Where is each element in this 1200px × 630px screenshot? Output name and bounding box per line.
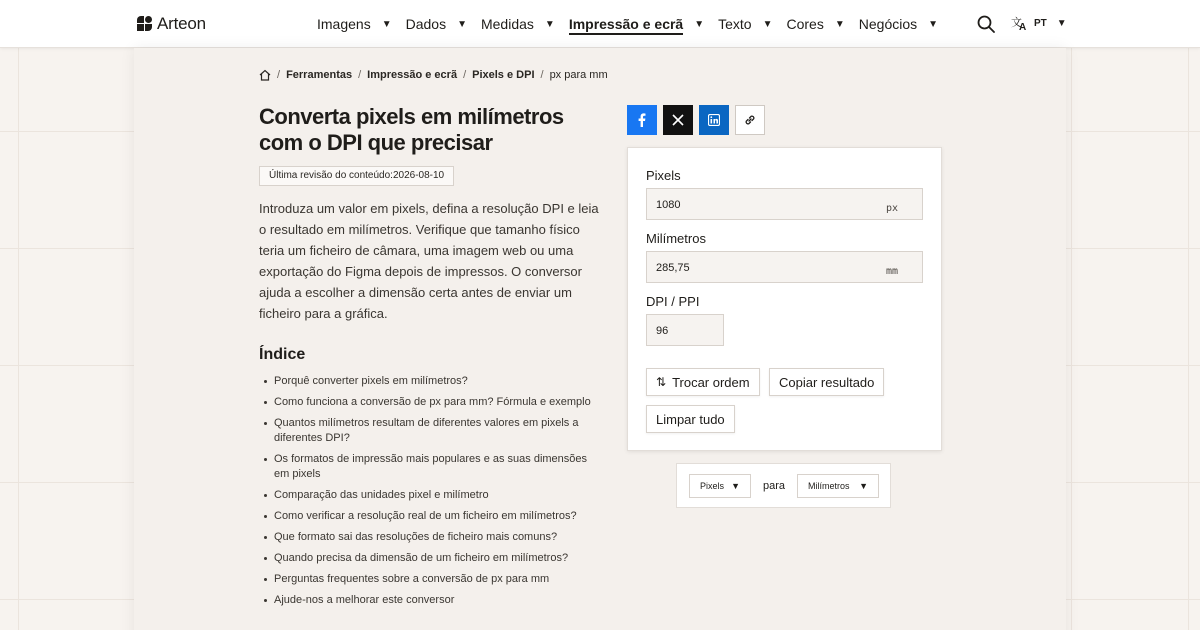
- facebook-icon: [638, 113, 646, 127]
- nav-label: Texto: [718, 16, 752, 32]
- nav-item-negocios[interactable]: [859, 16, 938, 32]
- nav-label-active: Impressão e ecrã: [569, 16, 683, 35]
- caret-down-icon: ▼: [381, 18, 392, 30]
- caret-down-icon: ▼: [694, 18, 705, 30]
- breadcrumb-separator: /: [358, 69, 362, 81]
- toc-item[interactable]: Que formato sai das resoluções de ficheiro mais comuns?: [274, 530, 604, 545]
- dpi-input[interactable]: [646, 314, 724, 346]
- share-facebook-button[interactable]: [627, 105, 657, 135]
- toc-heading: Índice: [259, 346, 306, 363]
- toc-item[interactable]: Os formatos de impressão mais populares e as suas dimensões em pixels: [274, 452, 604, 482]
- nav-item-impressao-e-ecra[interactable]: [569, 13, 704, 35]
- millimeters-unit: mm: [885, 266, 898, 277]
- caret-down-icon: ▼: [859, 481, 868, 491]
- share-linkedin-button[interactable]: [699, 105, 729, 135]
- home-icon[interactable]: [259, 69, 271, 81]
- translate-icon: [1011, 15, 1029, 31]
- toc-item[interactable]: Porquê converter pixels em milímetros?: [274, 374, 604, 389]
- to-unit-value: Milímetros: [808, 481, 850, 491]
- toc-item[interactable]: Quantos milímetros resultam de diferentes valores em pixels a diferentes DPI?: [274, 416, 604, 446]
- toc-item[interactable]: Quando precisa da dimensão de um ficheiro em milímetros?: [274, 551, 604, 566]
- main-nav: [317, 0, 952, 48]
- caret-down-icon: ▼: [1056, 17, 1067, 29]
- nav-label: Dados: [405, 16, 447, 32]
- intro-paragraph: Introduza um valor em pixels, defina a resolução DPI e leia o resultado em milímetros. Verifique que tamanho físico teria um ficheiro de câmara, uma imagem web ou uma exportação do Figma depois de impressos. O conversor ajuda a escolher a dimensão certa antes de enviar um ficheiro para a gráfica.: [259, 201, 599, 321]
- swap-icon: ⇅: [656, 375, 667, 389]
- share-x-button[interactable]: [663, 105, 693, 135]
- swap-order-button[interactable]: [646, 368, 760, 396]
- brand-name: Arteon: [157, 14, 206, 33]
- to-unit-select[interactable]: [797, 474, 879, 498]
- caret-down-icon: ▼: [457, 18, 467, 30]
- search-icon[interactable]: [977, 15, 995, 33]
- swap-order-label: Trocar ordem: [672, 374, 750, 390]
- breadcrumb-ferramentas[interactable]: Ferramentas: [286, 69, 353, 81]
- logo-icon: [137, 16, 153, 32]
- toc-item[interactable]: Perguntas frequentes sobre a conversão de px para mm: [274, 572, 604, 587]
- pixels-value: 1080: [656, 199, 681, 211]
- nav-item-cores[interactable]: [787, 16, 845, 32]
- breadcrumb-separator: /: [277, 69, 281, 81]
- unit-connector: para: [763, 480, 786, 492]
- language-code: PT: [1034, 17, 1047, 29]
- breadcrumb-pixels-e-dpi[interactable]: Pixels e DPI: [472, 69, 535, 81]
- unit-selector-bar: [676, 463, 891, 508]
- caret-down-icon: ▼: [834, 18, 845, 30]
- toc-item[interactable]: Como verificar a resolução real de um ficheiro em milímetros?: [274, 509, 604, 524]
- table-of-contents: [274, 374, 604, 614]
- toc-item[interactable]: Como funciona a conversão de px para mm? Fórmula e exemplo: [274, 395, 604, 410]
- caret-down-icon: ▼: [762, 18, 773, 30]
- breadcrumb: [259, 69, 608, 81]
- nav-item-medidas[interactable]: [481, 16, 555, 32]
- millimeters-input[interactable]: [646, 251, 923, 283]
- copy-link-button[interactable]: [735, 105, 765, 135]
- nav-label: Imagens: [317, 16, 371, 32]
- caret-down-icon: ▼: [928, 18, 939, 30]
- copy-result-button[interactable]: [769, 368, 884, 396]
- clear-all-label: Limpar tudo: [656, 411, 725, 427]
- page-title: Converta pixels em milímetros com o DPI que precisar: [259, 104, 564, 155]
- clear-all-button[interactable]: [646, 405, 735, 433]
- from-unit-select[interactable]: [689, 474, 751, 498]
- x-logo-icon: [672, 114, 684, 126]
- toc-item[interactable]: Ajude-nos a melhorar este conversor: [274, 593, 604, 608]
- copy-result-label: Copiar resultado: [779, 374, 875, 390]
- svg-text:文: 文: [1011, 16, 1022, 29]
- breadcrumb-separator: /: [540, 69, 544, 81]
- breadcrumb-impressao-e-ecra[interactable]: Impressão e ecrã: [367, 69, 458, 81]
- nav-item-imagens[interactable]: [317, 16, 392, 32]
- pixels-input[interactable]: [646, 188, 923, 220]
- share-buttons: [627, 105, 765, 135]
- top-navigation-bar: [0, 0, 1200, 48]
- linkedin-icon: [708, 114, 720, 126]
- millimeters-value: 285,75: [656, 262, 690, 274]
- dpi-value: 96: [656, 325, 669, 337]
- pixels-unit: px: [885, 203, 898, 214]
- caret-down-icon: ▼: [731, 481, 740, 491]
- revision-badge: Última revisão do conteúdo:2026-08-10: [259, 166, 454, 186]
- dpi-label: DPI / PPI: [646, 294, 700, 309]
- toc-item[interactable]: Comparação das unidades pixel e milímetro: [274, 488, 604, 503]
- brand-logo[interactable]: [137, 14, 206, 34]
- nav-label: Cores: [786, 16, 824, 32]
- pixels-label: Pixels: [646, 168, 681, 183]
- nav-label: Medidas: [480, 16, 534, 32]
- millimeters-label: Milímetros: [646, 231, 706, 246]
- breadcrumb-current: px para mm: [549, 69, 608, 81]
- nav-label: Negócios: [858, 16, 918, 32]
- nav-item-dados[interactable]: [406, 16, 467, 32]
- breadcrumb-separator: /: [463, 69, 467, 81]
- caret-down-icon: ▼: [544, 18, 555, 30]
- from-unit-value: Pixels: [700, 481, 725, 491]
- language-switcher[interactable]: [1011, 15, 1067, 31]
- nav-item-texto[interactable]: [718, 16, 772, 32]
- px-to-mm-converter: [627, 147, 942, 451]
- link-icon: [743, 113, 757, 127]
- svg-text:A: A: [1019, 22, 1027, 31]
